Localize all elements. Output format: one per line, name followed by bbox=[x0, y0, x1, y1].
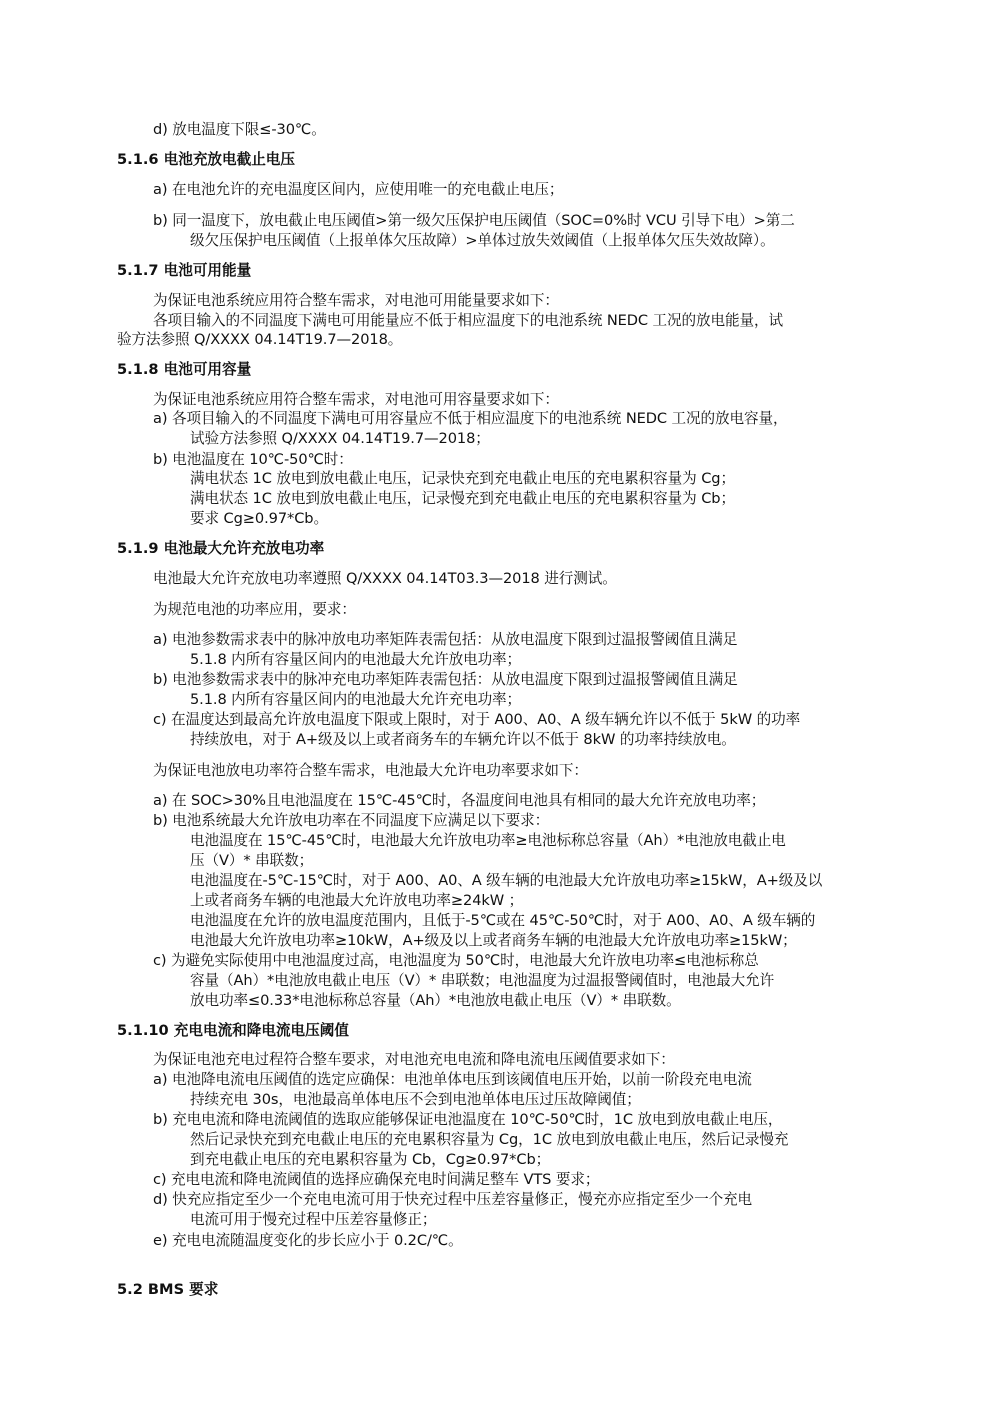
section-heading: 5.1.7 电池可用能量 bbox=[117, 262, 252, 279]
text-line: 为保证电池系统应用符合整车需求，对电池可用容量要求如下： bbox=[153, 391, 559, 408]
text-line: a) 各项目输入的不同温度下满电可用容量应不低于相应温度下的电池系统 NEDC 工况的放电容量， bbox=[153, 410, 788, 427]
text-line: e) 充电电流随温度变化的步长应小于 0.2C/℃。 bbox=[153, 1232, 463, 1249]
text-line: a) 电池参数需求表中的脉冲放电功率矩阵表需包括：从放电温度下限到过温报警阈值且满足 bbox=[153, 631, 738, 648]
text-line: 持续放电，对于 A+级及以上或者商务车的车辆允许以不低于 8kW 的功率持续放电。 bbox=[190, 731, 736, 748]
text-line: 要求 Cg≥0.97*Cb。 bbox=[190, 510, 328, 527]
text-line: c) 在温度达到最高允许放电温度下限或上限时，对于 A00、A0、A 级车辆允许以不低于 5kW 的功率 bbox=[153, 711, 801, 728]
text-line: 上或者商务车辆的电池最大允许放电功率≥24kW ； bbox=[190, 892, 524, 909]
text-line: c) 充电电流和降电流阈值的选择应确保充电时间满足整车 VTS 要求； bbox=[153, 1171, 600, 1188]
text-line: 电池最大允许充放电功率遵照 Q/XXXX 04.14T03.3—2018 进行测试。 bbox=[153, 570, 617, 587]
text-line: 然后记录快充到充电截止电压的充电累积容量为 Cg，1C 放电到放电截止电压，然后记录慢充 bbox=[190, 1131, 789, 1148]
text-line: 电池最大允许放电功率≥10kW，A+级及以上或者商务车辆的电池最大允许放电功率≥15kW； bbox=[190, 932, 797, 949]
text-line: 为保证电池放电功率符合整车需求，电池最大允许电功率要求如下： bbox=[153, 762, 588, 779]
text-line: a) 电池降电流电压阈值的选定应确保：电池单体电压到该阈值电压开始，以前一阶段充电电流 bbox=[153, 1071, 752, 1088]
text-line: 电池温度在 15℃-45℃时，电池最大允许放电功率≥电池标称总容量（Ah）*电池放电截止电 bbox=[190, 832, 786, 849]
text-line: b) 电池系统最大允许放电功率在不同温度下应满足以下要求： bbox=[153, 812, 550, 829]
text-line: 满电状态 1C 放电到放电截止电压，记录快充到充电截止电压的充电累积容量为 Cg； bbox=[190, 470, 735, 487]
section-heading: 5.1.9 电池最大允许充放电功率 bbox=[117, 540, 325, 557]
text-line: a) 在 SOC>30%且电池温度在 15℃-45℃时，各温度间电池具有相同的最大允许充放电功率； bbox=[153, 792, 766, 809]
text-line: b) 同一温度下，放电截止电压阈值>第一级欠压保护电压阈值（SOC=0%时 VCU 引导下电）>第二 bbox=[153, 212, 795, 229]
text-line: 电池温度在允许的放电温度范围内，且低于-5℃或在 45℃-50℃时，对于 A00、A0、A 级车辆的 bbox=[190, 912, 816, 929]
text-line: 5.1.8 内所有容量区间内的电池最大允许放电功率； bbox=[190, 651, 522, 668]
text-line: 试验方法参照 Q/XXXX 04.14T19.7—2018； bbox=[190, 430, 490, 447]
text-line: 5.1.8 内所有容量区间内的电池最大允许充电功率； bbox=[190, 691, 522, 708]
text-line: b) 电池参数需求表中的脉冲充电功率矩阵表需包括：从放电温度下限到过温报警阈值且满足 bbox=[153, 671, 738, 688]
text-line: d) 放电温度下限≤-30℃。 bbox=[153, 121, 326, 138]
text-line: 压（V）* 串联数； bbox=[190, 852, 314, 869]
text-line: b) 充电电流和降电流阈值的选取应能够保证电池温度在 10℃-50℃时，1C 放电到放电截止电压， bbox=[153, 1111, 783, 1128]
text-line: 持续充电 30s，电池最高单体电压不会到电池单体电压过压故障阈值； bbox=[190, 1091, 641, 1108]
text-line: 电池温度在-5℃-15℃时，对于 A00、A0、A 级车辆的电池最大允许放电功率≥15kW，A+级及以 bbox=[190, 872, 823, 889]
text-line: 到充电截止电压的充电累积容量为 Cb，Cg≥0.97*Cb； bbox=[190, 1151, 551, 1168]
text-line: 为保证电池系统应用符合整车需求，对电池可用能量要求如下： bbox=[153, 292, 559, 309]
text-line: d) 快充应指定至少一个充电电流可用于快充过程中压差容量修正，慢充亦应指定至少一个充电 bbox=[153, 1191, 753, 1208]
text-line: 验方法参照 Q/XXXX 04.14T19.7—2018。 bbox=[117, 331, 403, 348]
text-line: c) 为避免实际使用中电池温度过高，电池温度为 50℃时，电池最大允许放电功率≤电池标称总 bbox=[153, 952, 759, 969]
text-line: 各项目输入的不同温度下满电可用能量应不低于相应温度下的电池系统 NEDC 工况的放电能量，试 bbox=[153, 312, 783, 329]
section-heading: 5.1.8 电池可用容量 bbox=[117, 361, 252, 378]
text-line: 为保证电池充电过程符合整车要求，对电池充电电流和降电流电压阈值要求如下： bbox=[153, 1051, 675, 1068]
text-line: b) 电池温度在 10℃-50℃时： bbox=[153, 451, 353, 468]
text-line: 级欠压保护电压阈值（上报单体欠压故障）>单体过放失效阈值（上报单体欠压失效故障）。 bbox=[190, 232, 775, 249]
text-line: 满电状态 1C 放电到放电截止电压，记录慢充到充电截止电压的充电累积容量为 Cb； bbox=[190, 490, 735, 507]
section-heading: 5.2 BMS 要求 bbox=[117, 1281, 219, 1298]
section-heading: 5.1.10 充电电流和降电流电压阈值 bbox=[117, 1022, 349, 1039]
text-line: 电流可用于慢充过程中压差容量修正； bbox=[190, 1211, 437, 1228]
text-line: 为规范电池的功率应用，要求： bbox=[153, 601, 356, 618]
section-heading: 5.1.6 电池充放电截止电压 bbox=[117, 151, 295, 168]
text-line: a) 在电池允许的充电温度区间内，应使用唯一的充电截止电压； bbox=[153, 181, 564, 198]
text-line: 容量（Ah）*电池放电截止电压（V）* 串联数；电池温度为过温报警阈值时，电池最大允许 bbox=[190, 972, 775, 989]
text-line: 放电功率≤0.33*电池标称总容量（Ah）*电池放电截止电压（V）* 串联数。 bbox=[190, 992, 681, 1009]
